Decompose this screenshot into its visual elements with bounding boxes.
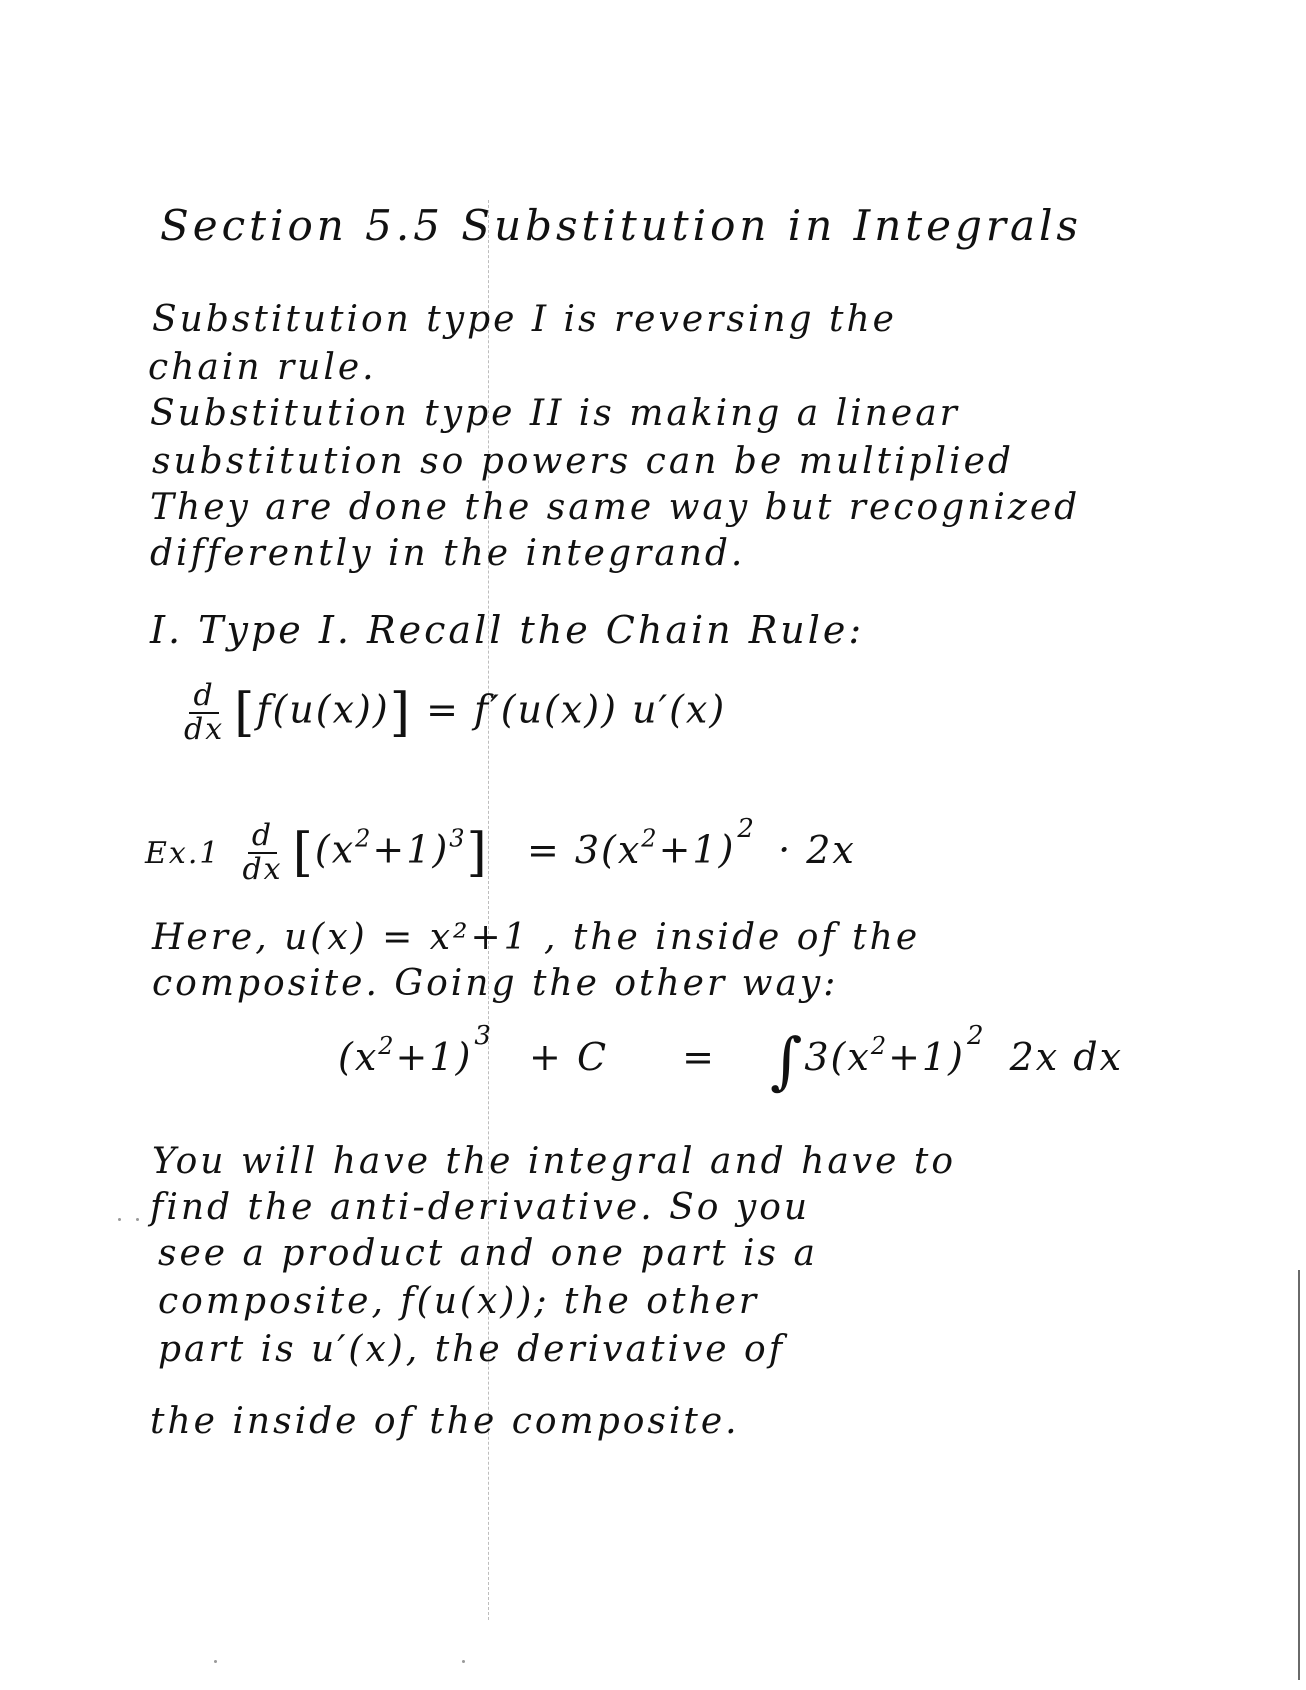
derivative-operator: $\frac{d}{dx}$ — [242, 818, 283, 887]
closing-line: see a product and one part is a — [158, 1233, 818, 1274]
composite-function: f(u(x)) — [256, 687, 390, 732]
explain-line: composite. Going the other way: — [152, 963, 839, 1004]
closing-line: find the anti-derivative. So you — [150, 1187, 811, 1228]
closing-line: composite, f(u(x)); the other — [158, 1281, 760, 1322]
page-title: Section 5.5 Substitution in Integrals — [160, 201, 1082, 250]
scan-speck — [214, 1660, 217, 1663]
intro-line: They are done the same way but recognized — [150, 487, 1081, 528]
integral-sign: ∫ — [770, 1024, 805, 1097]
intro-line: chain rule. — [148, 347, 377, 388]
closing-line: part is u′(x), the derivative of — [158, 1329, 786, 1370]
scan-speck — [136, 1218, 139, 1221]
chain-rule-rhs: = f′(u(x)) u′(x) — [426, 687, 727, 732]
chain-rule-formula: $\frac{d}{dx}$ [f(u(x))] = f′(u(x)) u′(x) — [180, 680, 726, 746]
intro-line: Substitution type I is reversing the — [152, 299, 897, 340]
closing-line: the inside of the composite. — [150, 1401, 740, 1442]
scan-edge-shadow — [1298, 1270, 1300, 1680]
example-formula: Ex.1 $\frac{d}{dx}$ $[(x^2+1)^3] = 3(x^2+1)^2 \cdot 2x$ — [145, 813, 856, 887]
intro-line: differently in the integrand. — [150, 533, 746, 574]
intro-line: substitution so powers can be multiplied — [152, 441, 1014, 482]
closing-line: You will have the integral and have to — [152, 1141, 957, 1182]
explain-line: Here, u(x) = x²+1 , the inside of the — [152, 917, 921, 958]
scan-speck — [462, 1660, 465, 1663]
section-heading: I. Type I. Recall the Chain Rule: — [150, 608, 865, 652]
antiderivative-formula: $(x^2+1)^3 + C = \int 3(x^2+1)^2$ 2x dx — [338, 1021, 1124, 1097]
intro-line: Substitution type II is making a linear — [150, 393, 960, 434]
derivative-operator: $\frac{d}{dx}$ — [184, 678, 225, 747]
scan-speck — [118, 1218, 121, 1221]
example-label: Ex.1 — [145, 835, 221, 871]
